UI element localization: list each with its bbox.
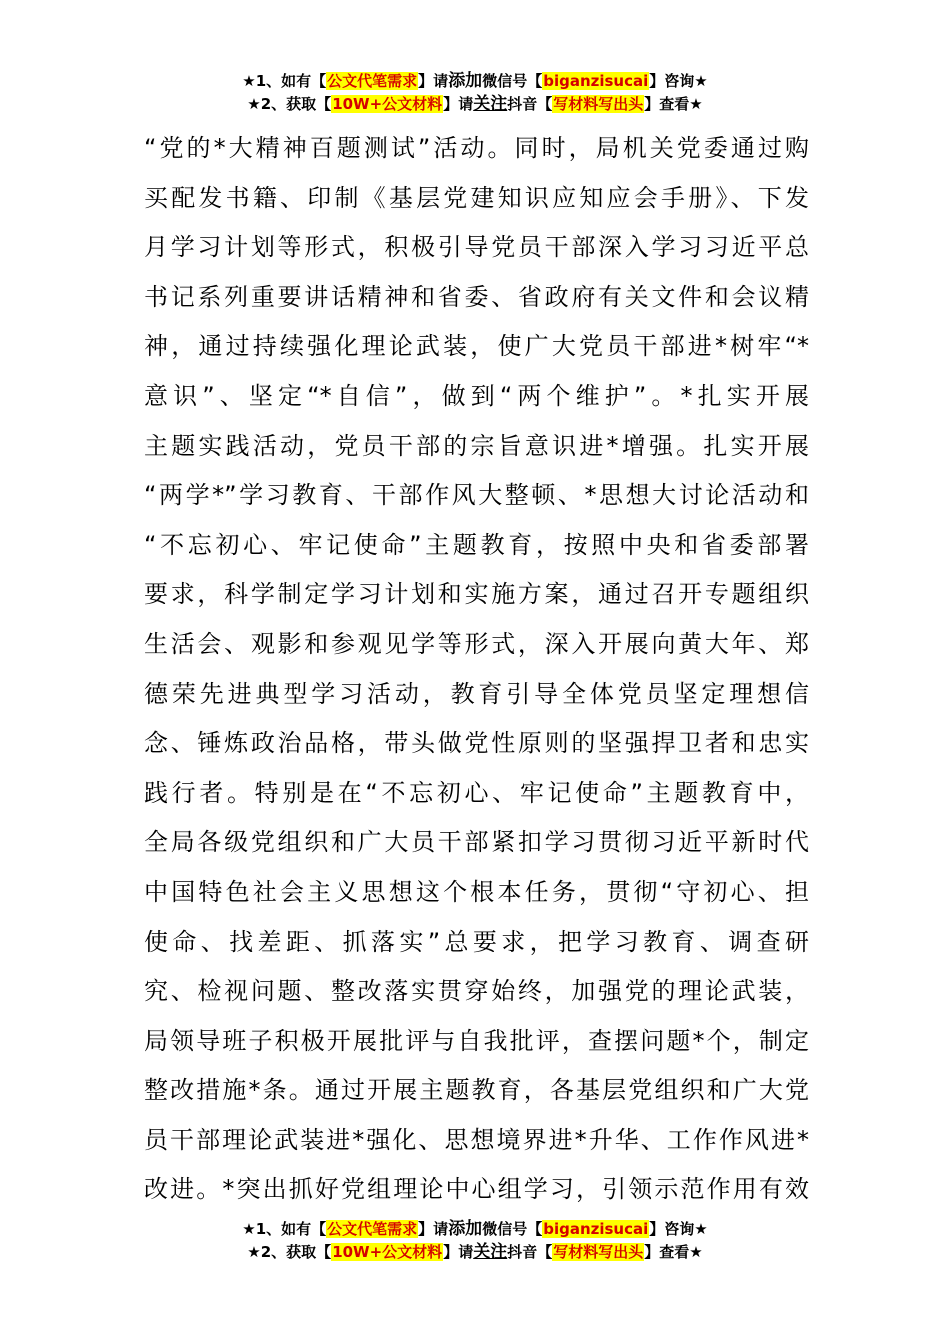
header-line-1-highlight-service: 公文代笔需求 [327,72,418,90]
body-line: “党的*大精神百题测试”活动。同时，局机关党委通过购 [144,134,809,162]
header-line-1-middle: 】请 [418,72,449,90]
body-line: “不忘初心、牢记使命”主题教育，按照中央和省委部署 [144,530,809,559]
footer-line-2-middle: 】请 [443,1243,474,1261]
body-line: 生活会、观影和参观见学等形式，深入开展向黄大年、郑 [144,629,809,658]
footer-line-1-emphasis: 添加 [448,1219,483,1239]
document-body [144,124,809,1215]
header-line-1 [0,70,950,93]
header-line-1-suffix: 】咨询★ [649,72,708,90]
footer-line-2 [0,1241,950,1264]
footer-line-1 [0,1218,950,1241]
footer-line-1-highlight-service: 公文代笔需求 [327,1220,418,1238]
header-line-2-highlight-douyin: 写材料写出头 [553,95,644,113]
header-line-2 [0,93,950,116]
body-line: 买配发书籍、印制《基层党建知识应知应会手册》、下发 [144,183,809,212]
footer-line-2-middle-2: 抖音【 [507,1243,553,1261]
footer-line-1-prefix: ★1、如有【 [242,1220,327,1238]
body-line: 员干部理论武装进*强化、思想境界进*升华、工作作风进* [144,1125,809,1154]
body-line: 神，通过持续强化理论武装，使广大党员干部进*树牢“* [144,332,809,361]
footer-line-2-prefix: ★2、获取【 [247,1243,332,1261]
body-line: 全局各级党组织和广大员干部紧扣学习贯彻习近平新时代 [144,828,809,857]
header-line-2-middle: 】请 [443,95,474,113]
body-line: 究、检视问题、整改落实贯穿始终，加强党的理论武装， [144,977,809,1006]
footer-line-2-emphasis: 关注 [473,1242,508,1262]
body-line: 月学习计划等形式，积极引导党员干部深入学习习近平总 [144,233,809,262]
body-line: 践行者。特别是在“不忘初心、牢记使命”主题教育中， [144,778,809,807]
body-line: 要求，科学制定学习计划和实施方案，通过召开专题组织 [144,580,809,609]
footer-line-1-middle: 】请 [418,1220,449,1238]
body-line: 德荣先进典型学习活动，教育引导全体党员坚定理想信 [144,679,809,708]
body-line: 局领导班子积极开展批评与自我批评，查摆问题*个，制定 [144,1026,809,1055]
header-line-1-emphasis: 添加 [448,71,483,91]
header-line-2-emphasis: 关注 [473,94,508,114]
body-line: 整改措施*条。通过开展主题教育，各基层党组织和广大党 [144,1076,809,1105]
header-banner [0,70,950,116]
header-line-2-middle-2: 抖音【 [507,95,553,113]
header-line-1-prefix: ★1、如有【 [242,72,327,90]
footer-line-1-highlight-wechat: biganzisucai [543,1220,649,1238]
footer-line-2-highlight-materials: 10W+公文材料 [332,1243,443,1261]
body-line: 主题实践活动，党员干部的宗旨意识进*增强。扎实开展 [144,431,809,460]
body-line: 意识”、坚定“*自信”，做到“两个维护”。*扎实开展 [144,381,809,410]
footer-line-1-suffix: 】咨询★ [649,1220,708,1238]
body-line: 改进。*突出抓好党组理论中心组学习，引领示范作用有效 [144,1175,809,1204]
header-line-2-prefix: ★2、获取【 [247,95,332,113]
footer-line-2-suffix: 】查看★ [644,1243,703,1261]
body-line: 使命、找差距、抓落实”总要求，把学习教育、调查研 [144,927,809,956]
body-line: 中国特色社会主义思想这个根本任务，贯彻“守初心、担 [144,877,809,906]
footer-banner [0,1218,950,1264]
header-line-1-highlight-wechat: biganzisucai [543,72,649,90]
footer-line-1-middle-2: 微信号【 [482,1220,543,1238]
header-line-1-middle-2: 微信号【 [482,72,543,90]
header-line-2-highlight-materials: 10W+公文材料 [332,95,443,113]
body-line: “两学*”学习教育、干部作风大整顿、*思想大讨论活动和 [144,481,809,510]
body-line: 书记系列重要讲话精神和省委、省政府有关文件和会议精 [144,282,809,311]
header-line-2-suffix: 】查看★ [644,95,703,113]
body-line: 念、锤炼政治品格，带头做党性原则的坚强捍卫者和忠实 [144,729,809,758]
footer-line-2-highlight-douyin: 写材料写出头 [553,1243,644,1261]
